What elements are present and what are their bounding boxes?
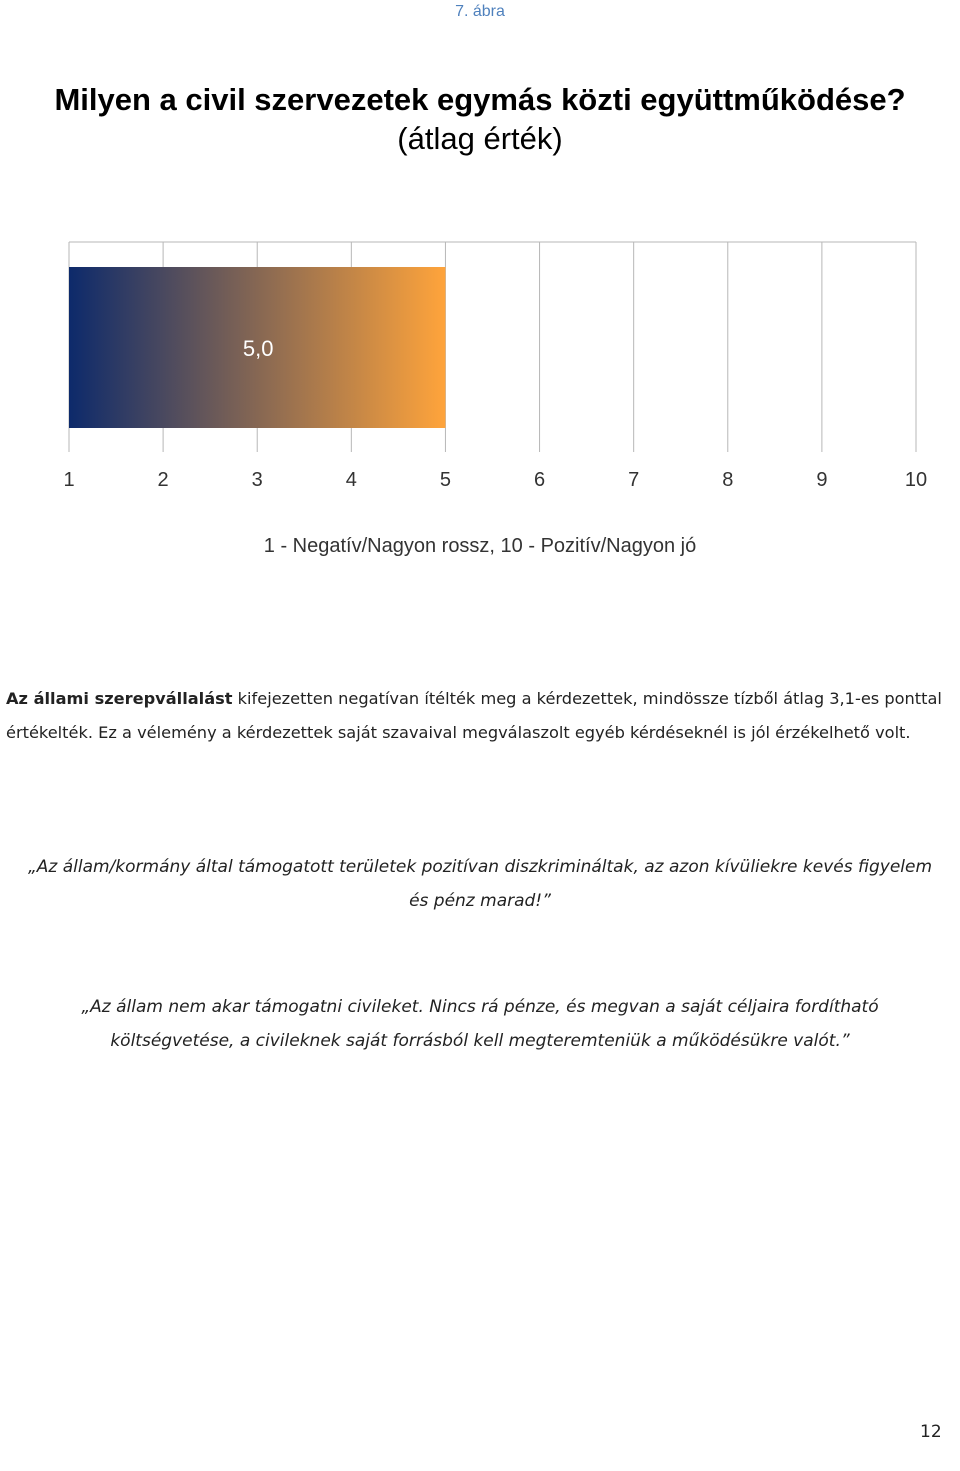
figure-label: 7. ábra (455, 3, 505, 20)
x-tick-label: 8 (722, 469, 734, 491)
x-tick-label: 2 (157, 469, 169, 491)
paragraph-bold-lead: Az állami szerepvállalást (6, 689, 233, 708)
chart-bars (69, 267, 445, 428)
x-axis-ticks (63, 469, 927, 491)
x-tick-label: 5 (439, 469, 452, 491)
x-tick-label: 10 (904, 469, 928, 491)
chart-subtitle: (átlag érték) (397, 121, 563, 156)
body-paragraph (6, 682, 952, 750)
x-tick-label: 3 (251, 469, 263, 491)
page-number: 12 (920, 1422, 942, 1442)
chart-title-main: Milyen a civil szervezetek egymás közti együttműködése? (54, 82, 906, 117)
quote-2: „Az állam nem akar támogatni civileket. Nincs rá pénze, és megvan a saját céljaira fordítható költségvetése, a civileknek saját forrásból kell megteremteniük a működésükre valót.” (81, 997, 879, 1051)
x-tick-label: 4 (345, 469, 357, 491)
quote-1: „Az állam/kormány által támogatott területek pozitívan diszkrimináltak, az azon kívüliekre kevés figyelem és pénz marad!” (27, 857, 933, 911)
bar-value-label: 5,0 (242, 336, 274, 361)
x-tick-label: 9 (816, 469, 828, 491)
bar-chart (0, 0, 960, 520)
x-tick-label: 1 (63, 469, 75, 491)
x-tick-label: 7 (628, 469, 640, 491)
paragraph-text: kifejezetten negatívan ítélték meg a kérdezettek, mindössze tízből átlag 3,1-es ponttal értékelték. Ez a vélemény a kérdezettek saját szavaival megválaszolt egyéb kérdéseknél is jól érzékelhető volt. (6, 689, 942, 742)
x-axis-label: 1 - Negatív/Nagyon rossz, 10 - Pozitív/Nagyon jó (263, 535, 697, 557)
x-tick-label: 6 (533, 469, 546, 491)
